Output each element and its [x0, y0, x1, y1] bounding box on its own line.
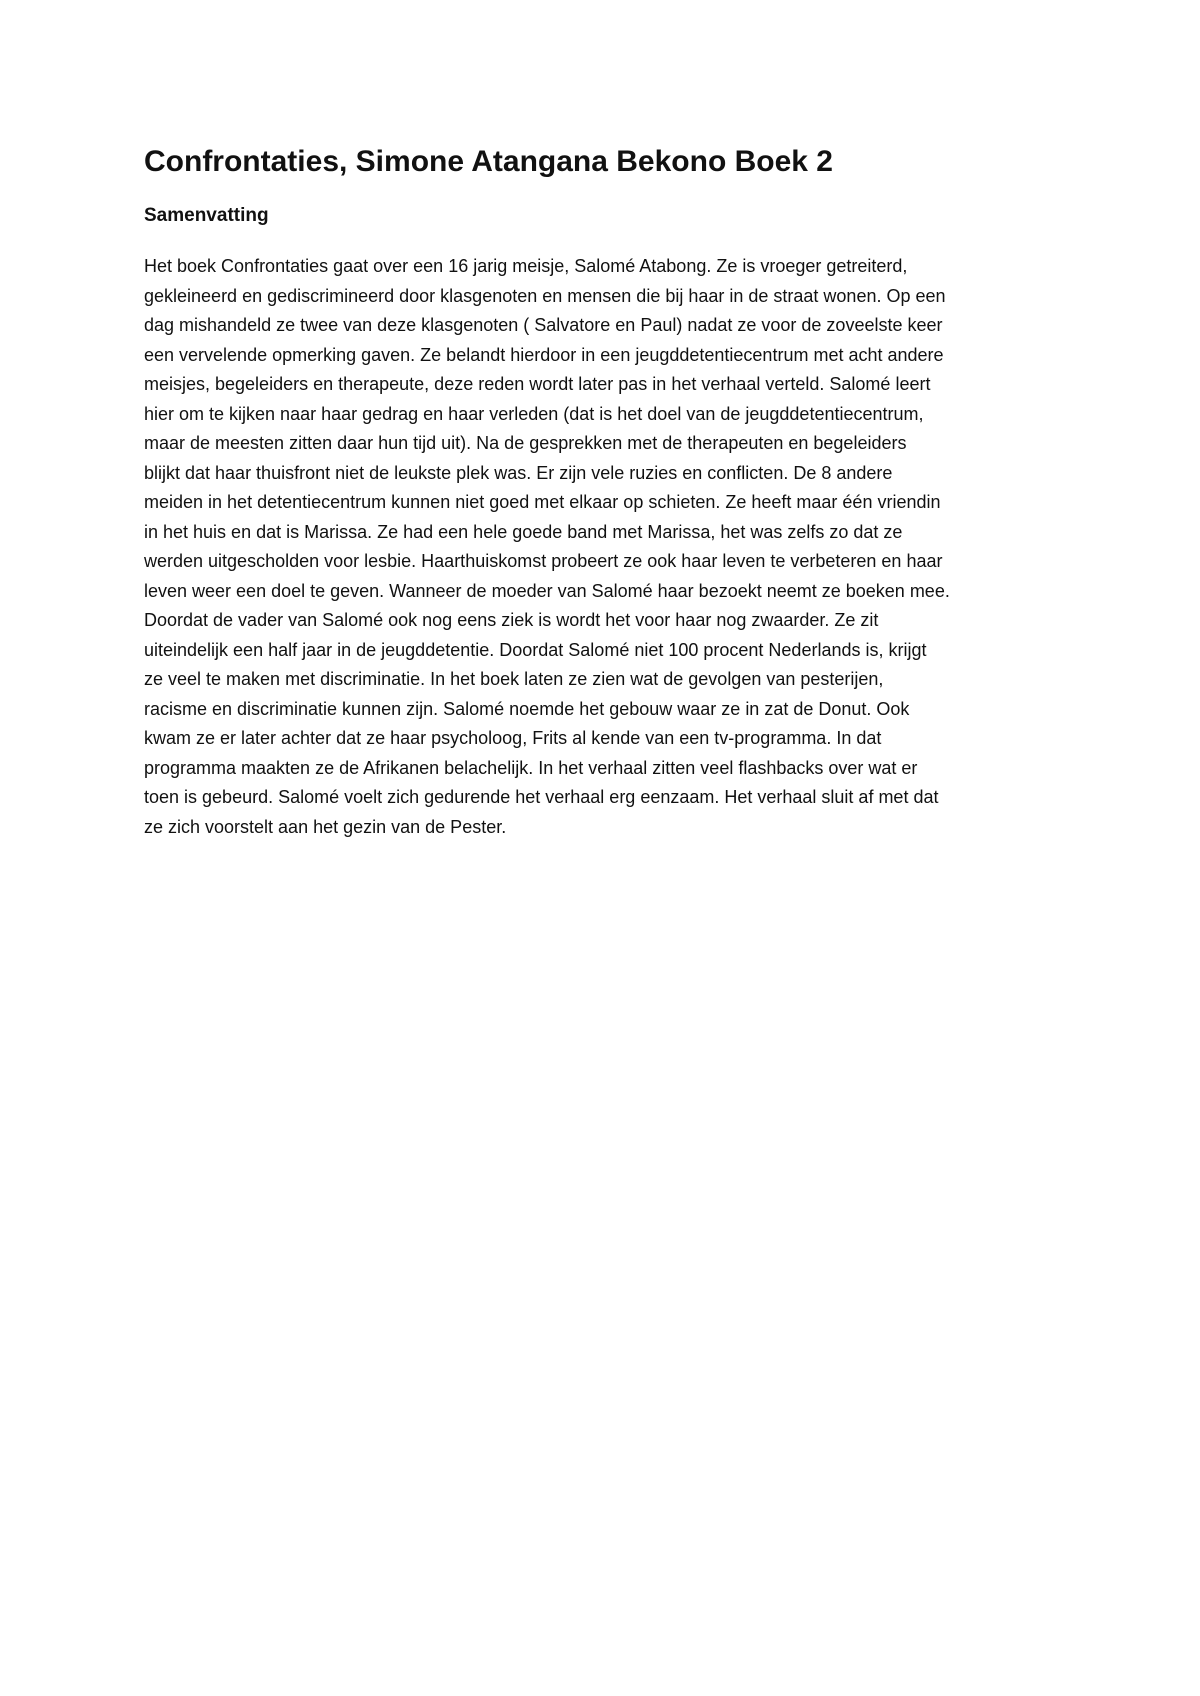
paragraph-line: programma maakten ze de Afrikanen belachelijk. In het verhaal zitten veel flashbacks over wat er: [144, 757, 918, 778]
paragraph-line: dag mishandeld ze twee van deze klasgenoten ( Salvatore en Paul) nadat ze voor de zoveelste keer: [144, 315, 943, 335]
paragraph-line: in het huis en dat is Marissa. Ze had een hele goede band met Marissa, het was zelfs zo dat ze: [144, 521, 903, 542]
paragraph-line: gekleineerd en gediscrimineerd door klasgenoten en mensen die bij haar in de straat wonen. Op een: [144, 285, 946, 306]
paragraph-line: meiden in het detentiecentrum kunnen niet goed met elkaar op schieten. Ze heeft maar één vriendin: [144, 492, 941, 512]
paragraph-line: ze zich voorstelt aan het gezin van de Pester.: [144, 816, 507, 837]
paragraph-line: kwam ze er later achter dat ze haar psycholoog, Frits al kende van een tv-programma. In dat: [144, 728, 882, 748]
paragraph-line: uiteindelijk een half jaar in de jeugddetentie. Doordat Salomé niet 100 procent Nederlands is, krijgt: [144, 639, 927, 660]
section-heading-samenvatting: Samenvatting: [144, 205, 269, 226]
paragraph-line: meisjes, begeleiders en therapeute, deze reden wordt later pas in het verhaal verteld. Salomé leert: [144, 374, 931, 394]
paragraph-line: werden uitgescholden voor lesbie. Haarthuiskomst probeert ze ook haar leven te verbeteren en haar: [144, 551, 943, 571]
paragraph-line: maar de meesten zitten daar hun tijd uit). Na de gesprekken met de therapeuten en begeleiders: [144, 433, 907, 453]
paragraph-line: Het boek Confrontaties gaat over een 16 jarig meisje, Salomé Atabong. Ze is vroeger getreiterd,: [144, 256, 908, 276]
paragraph-line: een vervelende opmerking gaven. Ze belandt hierdoor in een jeugddetentiecentrum met acht andere: [144, 344, 944, 365]
paragraph-line: toen is gebeurd. Salomé voelt zich gedurende het verhaal erg eenzaam. Het verhaal sluit af met dat: [144, 787, 939, 807]
paragraph-line: ze veel te maken met discriminatie. In het boek laten ze zien wat de gevolgen van pesterijen,: [144, 669, 884, 689]
document-content: [144, 140, 1064, 842]
paragraph-line: Doordat de vader van Salomé ook nog eens ziek is wordt het voor haar nog zwaarder. Ze zit: [144, 610, 879, 630]
summary-paragraph: [144, 252, 1064, 842]
paragraph-line: leven weer een doel te geven. Wanneer de moeder van Salomé haar bezoekt neemt ze boeken mee.: [144, 580, 950, 601]
document-title: Confrontaties, Simone Atangana Bekono Boek 2: [144, 145, 833, 178]
paragraph-line: racisme en discriminatie kunnen zijn. Salomé noemde het gebouw waar ze in zat de Donut. Ook: [144, 698, 910, 719]
paragraph-line: blijkt dat haar thuisfront niet de leukste plek was. Er zijn vele ruzies en conflicten. De 8 andere: [144, 462, 893, 483]
paragraph-line: hier om te kijken naar haar gedrag en haar verleden (dat is het doel van de jeugddetentiecentrum,: [144, 403, 924, 424]
